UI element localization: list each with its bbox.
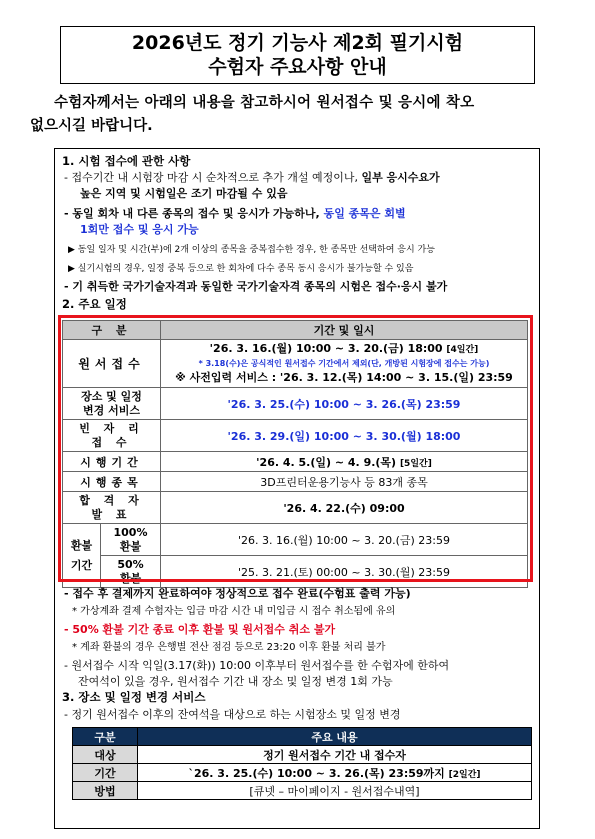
refund50-value: '25. 3. 21.(토) 00:00 ~ 3. 30.(월) 23:59 (161, 556, 528, 588)
pass-value: '26. 4. 22.(수) 09:00 (161, 492, 528, 524)
triangle-right-icon: ▶ (68, 245, 75, 255)
after-bullet3-line1: - 원서접수 시작 익일(3.17(화)) 10:00 이후부터 원서접수를 한 수험자에 한하여 (64, 659, 450, 672)
table-row (73, 746, 532, 764)
after-bullet2: - 50% 환불 기간 종료 이후 환불 및 원서접수 취소 불가 (64, 623, 336, 636)
section1-bullet2-line1: - 동일 회차 내 다른 종목의 접수 및 응시가 가능하나, 동일 종목은 회별 (64, 207, 406, 220)
service-header-category: 구분 (73, 728, 138, 746)
change-value: '26. 3. 25.(수) 10:00 ~ 3. 26.(목) 23:59 (161, 388, 528, 420)
title-box (60, 26, 535, 84)
service-header-row (73, 728, 532, 746)
after-note1: * 가상계좌 결제 수험자는 입금 마감 시간 내 미입금 시 접수 취소됨에 유의 (72, 606, 396, 617)
apply-label: 원서접수 (63, 340, 161, 388)
section1-note2: ▶ 실기시험의 경우, 일정 중복 등으로 한 회차에 다수 종목 동시 응시가 불가능할 수 있음 (68, 264, 414, 274)
section3-heading: 3. 장소 및 일정 변경 서비스 (62, 690, 206, 704)
refund100-label: 100% 환불 (101, 524, 161, 556)
exam-label: 시행기간 (63, 452, 161, 472)
refund-label: 환불 기간 (63, 524, 101, 588)
schedule-header-period: 기간 및 일시 (161, 321, 528, 340)
section1-bullet2-line2: 1회만 접수 및 응시 가능 (80, 223, 199, 236)
pass-label: 합 격 자 발 표 (63, 492, 161, 524)
section1-bullet3: - 기 취득한 국가기술자격과 동일한 국가기술자격 종목의 시험은 접수·응시 불가 (64, 280, 448, 293)
intro (30, 92, 570, 138)
intro-line1: 수험자께서는 아래의 내용을 참고하시어 원서접수 및 응시에 착오 (54, 95, 475, 111)
apply-pre: ※ 사전입력 서비스 : '26. 3. 12.(목) 14:00 ~ 3. 15.(일) 23:59 (175, 371, 513, 384)
service-target-label: 대상 (73, 746, 138, 764)
table-row (73, 782, 532, 800)
schedule-header-category: 구 분 (63, 321, 161, 340)
service-method-value: [큐넷 – 마이페이지 - 원서접수내역] (138, 782, 532, 800)
subject-label: 시행종목 (63, 472, 161, 492)
section1-heading: 1. 시험 접수에 관한 사항 (62, 154, 191, 168)
apply-note: * 3.18(수)은 공식적인 원서접수 기간에서 제외(단, 개방된 시험장에 접수는 가능) (198, 359, 490, 368)
service-method-label: 방법 (73, 782, 138, 800)
after-bullet1: - 접수 후 결제까지 완료하여야 정상적으로 접수 완료(수험표 출력 가능) (64, 587, 411, 600)
table-row (73, 764, 532, 782)
subject-value: 3D프린터운용기능사 등 83개 종목 (161, 472, 528, 492)
service-period-label: 기간 (73, 764, 138, 782)
after-bullet3-line2: 잔여석이 있을 경우, 원서접수 기간 내 장소 및 일정 변경 1회 가능 (78, 675, 393, 688)
section2-heading: 2. 주요 일정 (62, 297, 127, 311)
vacant-value: '26. 3. 29.(일) 10:00 ~ 3. 30.(월) 18:00 (161, 420, 528, 452)
triangle-right-icon: ▶ (68, 264, 75, 274)
exam-value: '26. 4. 5.(일) ~ 4. 9.(목) [5일간] (161, 452, 528, 472)
service-period-value: `26. 3. 25.(수) 10:00 ~ 3. 26.(목) 23:59까지 [2일간] (138, 764, 532, 782)
section3-desc: - 정기 원서접수 이후의 잔여석을 대상으로 하는 시험장소 및 일정 변경 (64, 708, 401, 721)
service-table (72, 727, 532, 800)
schedule-highlight-frame (58, 315, 533, 582)
after-note2: * 계좌 환불의 경우 은행별 전산 점검 등으로 23:20 이후 환불 처리 불가 (72, 642, 386, 653)
title-line1: 2026년도 정기 기능사 제2회 필기시험 (131, 32, 464, 54)
intro-line2: 없으시길 바랍니다. (30, 118, 153, 134)
apply-main: '26. 3. 16.(월) 10:00 ~ 3. 20.(금) 18:00 [4일간] (209, 342, 479, 355)
service-header-content: 주요 내용 (138, 728, 532, 746)
change-label: 장소 및 일정 변경 서비스 (63, 388, 161, 420)
section1-bullet1-line2: 높은 지역 및 시험일은 조기 마감될 수 있음 (80, 187, 288, 200)
section1-note1: ▶ 동일 일자 및 시간(부)에 2개 이상의 종목을 중복접수한 경우, 한 종목만 선택하여 응시 가능 (68, 245, 435, 255)
section1-bullet1-line1: - 접수기간 내 시험장 마감 시 순차적으로 추가 개설 예정이나, 일부 응시수요가 (64, 171, 440, 184)
service-target-value: 정기 원서접수 기간 내 접수자 (138, 746, 532, 764)
title-line2: 수험자 주요사항 안내 (208, 56, 387, 78)
refund100-value: '26. 3. 16.(월) 10:00 ~ 3. 20.(금) 23:59 (161, 524, 528, 556)
refund50-label: 50% 환불 (101, 556, 161, 588)
vacant-label: 빈 자 리 접 수 (63, 420, 161, 452)
